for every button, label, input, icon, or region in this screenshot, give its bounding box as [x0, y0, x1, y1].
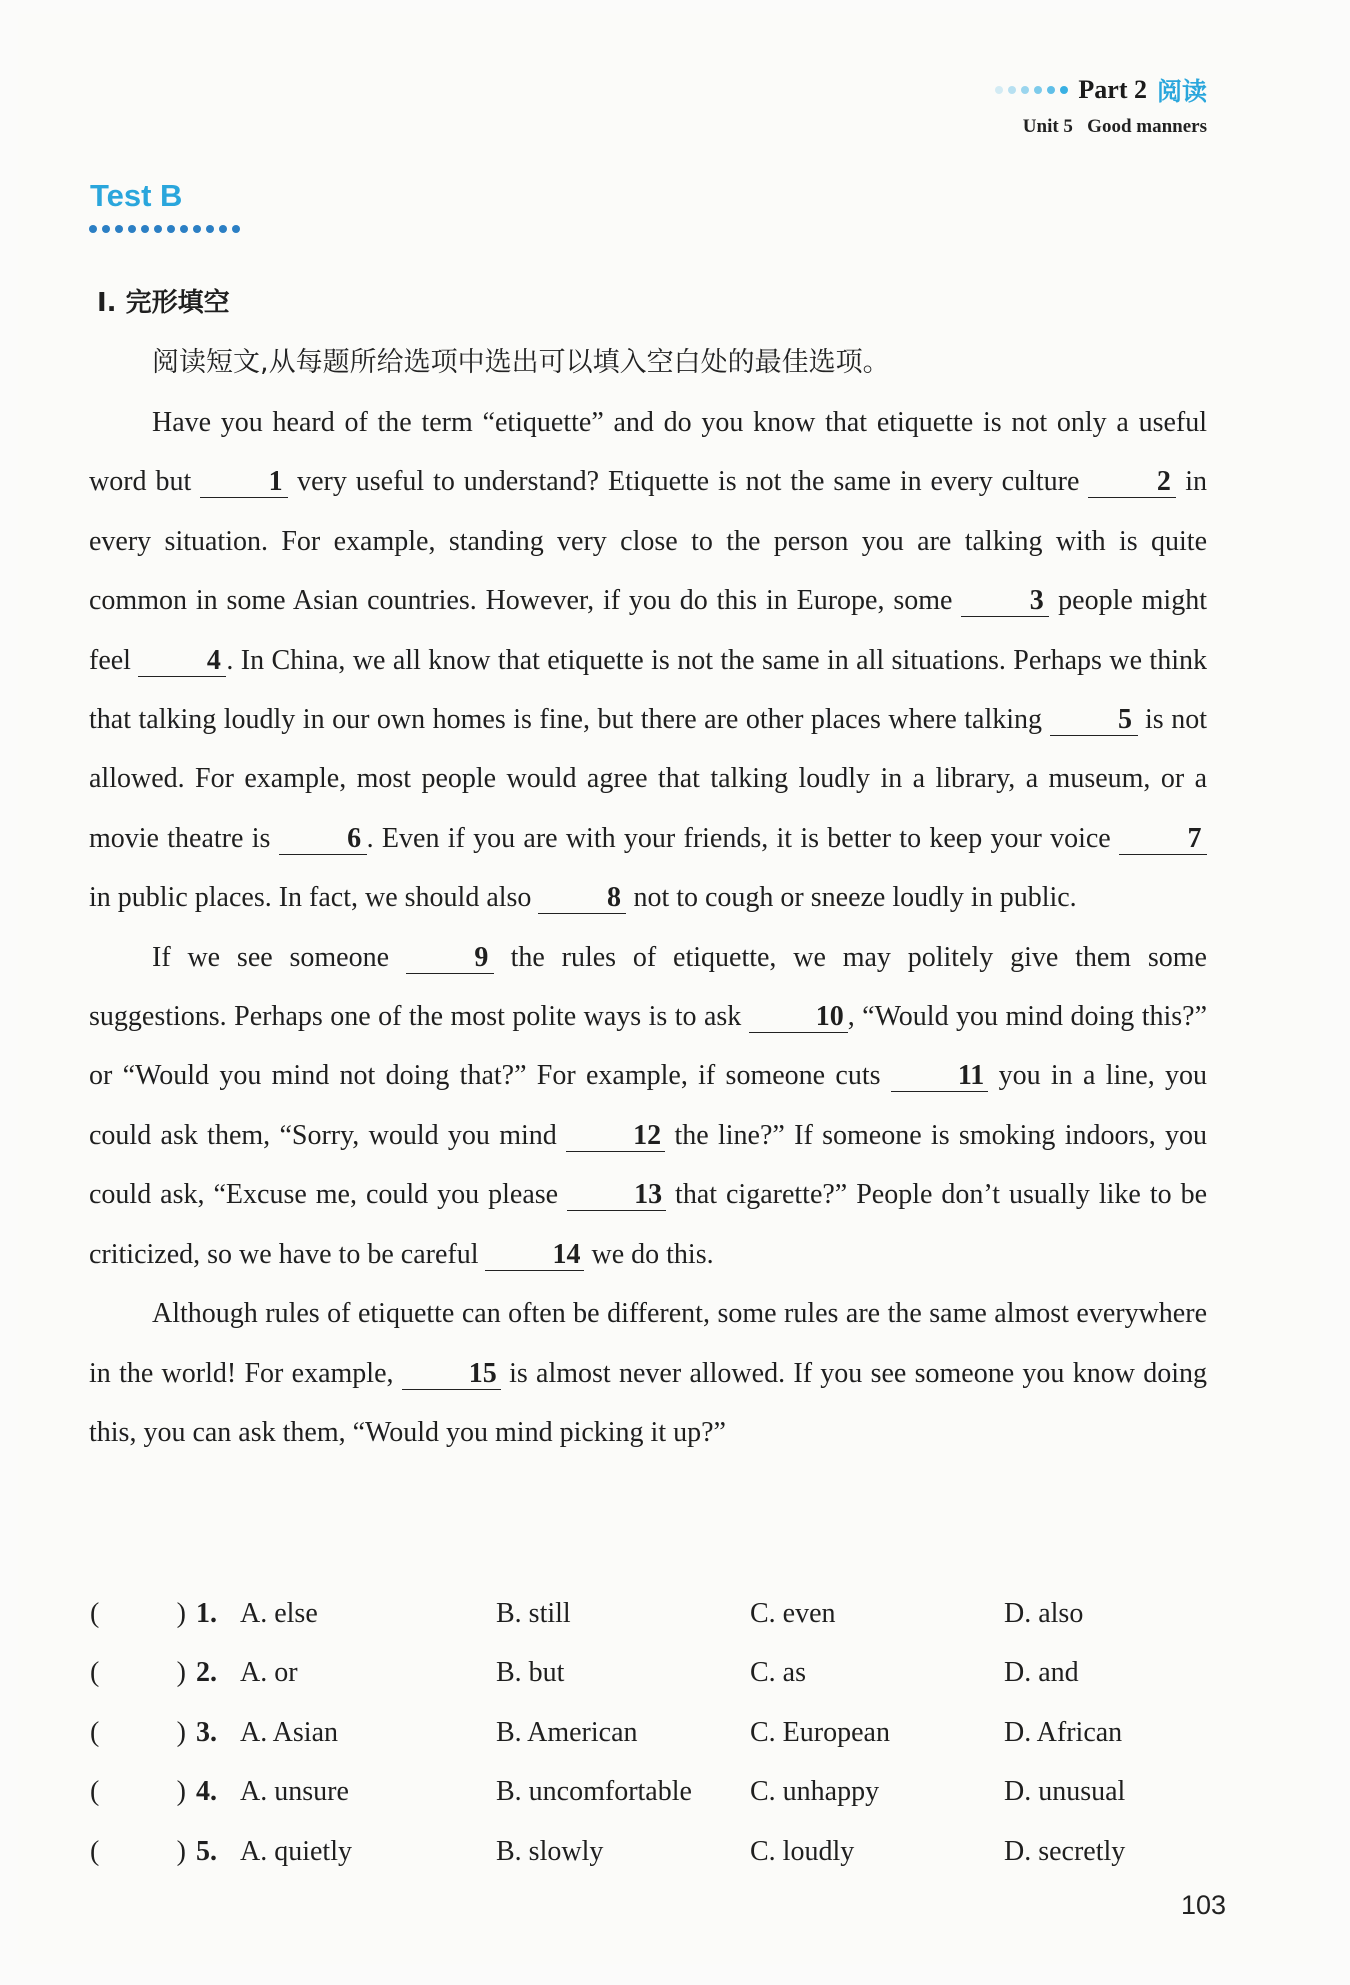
passage-text: not to cough or sneeze loudly in public. [626, 882, 1077, 914]
option-b: B. still [496, 1597, 571, 1629]
passage-text: the line?” If someone is smoking indoors, you could ask, “Excuse me, could you please [89, 1119, 1208, 1211]
question-number: 1. [196, 1597, 217, 1629]
passage-text: is almost never allowed. If you see someone you know doing this, you can ask them, “Would you mind picking it up?” [89, 1357, 1207, 1448]
blank-6: 6 [279, 824, 367, 855]
blank-4: 4 [138, 646, 226, 677]
question-number: 5. [196, 1835, 217, 1867]
bracket-open: ( [90, 1716, 100, 1748]
running-header [995, 72, 1207, 138]
passage-text: is not allowed. For example, most people would agree that talking loudly in a library, a museum, or a movie theatre is [89, 704, 1207, 854]
option-d: D. also [1004, 1597, 1084, 1629]
cloze-passage [89, 393, 1207, 1462]
question-row [90, 1763, 1240, 1823]
option-b: B. American [496, 1716, 638, 1748]
question-number: 3. [196, 1716, 217, 1748]
passage-text: in public places. In fact, we should also [89, 882, 539, 914]
section-heading: Ⅰ. 完形填空 [97, 288, 230, 318]
blank-10: 10 [749, 1002, 848, 1033]
page-title: Test B [90, 178, 183, 213]
option-a: A. or [240, 1657, 298, 1689]
option-a: A. unsure [240, 1776, 349, 1808]
option-c: C. as [750, 1657, 806, 1689]
passage-text: Have you heard of the term “etiquette” and do you know that etiquette is not only a useful word but [89, 407, 1207, 498]
option-c: C. even [750, 1597, 836, 1629]
blank-8: 8 [538, 883, 626, 914]
passage-paragraph-3 [89, 1284, 1207, 1462]
option-a: A. Asian [240, 1716, 338, 1748]
passage-text: . Even if you are with your friends, it is better to keep your voice [366, 822, 1119, 854]
option-d: D. unusual [1004, 1776, 1126, 1808]
bracket-open: ( [90, 1835, 100, 1867]
bracket-close: ) [176, 1597, 186, 1629]
bracket-close: ) [176, 1835, 186, 1867]
answer-bracket[interactable] [90, 1836, 196, 1868]
answer-bracket[interactable] [90, 1598, 196, 1630]
passage-text: you in a line, you could ask them, “Sorry, would you mind [89, 1060, 1207, 1151]
passage-text: Although rules of etiquette can often be different, some rules are the same almost everywhere in the world! For example, [89, 1298, 1207, 1389]
answer-bracket[interactable] [90, 1657, 196, 1689]
passage-text: we do this. [584, 1238, 714, 1270]
answer-bracket[interactable] [90, 1717, 196, 1749]
bracket-open: ( [90, 1776, 100, 1808]
bracket-close: ) [176, 1776, 186, 1808]
option-c: C. unhappy [750, 1776, 880, 1808]
passage-paragraph-2 [89, 928, 1207, 1284]
option-d: D. African [1004, 1716, 1123, 1748]
passage-text: , “Would you mind doing this?” or “Would you mind not doing that?” For example, if someone cuts [89, 1001, 1208, 1092]
option-a: A. else [240, 1597, 318, 1629]
option-d: D. and [1004, 1657, 1079, 1689]
blank-14: 14 [485, 1240, 584, 1271]
part-label: Part 2 [1078, 75, 1147, 104]
option-c: C. loudly [750, 1835, 855, 1867]
passage-paragraph-1 [89, 393, 1207, 928]
question-list [90, 1584, 1240, 1882]
blank-9: 9 [406, 943, 494, 974]
option-b: B. uncomfortable [496, 1776, 692, 1808]
title-dots-decoration [89, 225, 240, 233]
option-d: D. secretly [1004, 1835, 1126, 1867]
blank-13: 13 [567, 1180, 666, 1211]
blank-3: 3 [961, 586, 1049, 617]
option-c: C. European [750, 1716, 890, 1748]
question-number: 4. [196, 1776, 217, 1808]
passage-text: the rules of etiquette, we may politely give them some suggestions. Perhaps one of the most polite ways is to ask [89, 941, 1207, 1033]
passage-text: very useful to understand? Etiquette is not the same in every culture [288, 466, 1089, 498]
question-row [90, 1703, 1240, 1763]
passage-text: in every situation. For example, standing very close to the person you are talking with is quite common in some Asian countries. However, if you do this in Europe, some [89, 466, 1208, 617]
instruction-text: 阅读短文,从每题所给选项中选出可以填入空白处的最佳选项。 [152, 347, 890, 378]
blank-11: 11 [891, 1061, 988, 1092]
question-row [90, 1822, 1240, 1882]
blank-1: 1 [200, 467, 288, 498]
bracket-close: ) [176, 1716, 186, 1748]
question-number: 2. [196, 1657, 217, 1689]
page-number: 103 [1181, 1890, 1227, 1920]
part-label-cn: 阅读 [1156, 77, 1207, 106]
blank-15: 15 [402, 1359, 501, 1390]
question-row [90, 1644, 1240, 1704]
option-b: B. slowly [496, 1835, 604, 1867]
option-b: B. but [496, 1657, 565, 1689]
passage-text: If we see someone [152, 941, 406, 973]
header-dots-decoration [995, 86, 1068, 94]
blank-7: 7 [1119, 824, 1207, 855]
blank-12: 12 [566, 1121, 665, 1152]
blank-5: 5 [1050, 705, 1138, 736]
passage-text: people might feel [89, 585, 1207, 676]
passage-text: that cigarette?” People don’t usually like to be criticized, so we have to be careful [89, 1179, 1207, 1270]
blank-2: 2 [1088, 467, 1176, 498]
unit-label: Unit 5 Good manners [1022, 116, 1207, 137]
bracket-close: ) [176, 1657, 186, 1689]
passage-text: . In China, we all know that etiquette is not the same in all situations. Perhaps we think that talking loudly in our own homes is fine, but there are other places where talking [89, 644, 1207, 736]
bracket-open: ( [90, 1597, 100, 1629]
bracket-open: ( [90, 1657, 100, 1689]
question-row [90, 1584, 1240, 1644]
answer-bracket[interactable] [90, 1776, 196, 1808]
option-a: A. quietly [240, 1835, 352, 1867]
